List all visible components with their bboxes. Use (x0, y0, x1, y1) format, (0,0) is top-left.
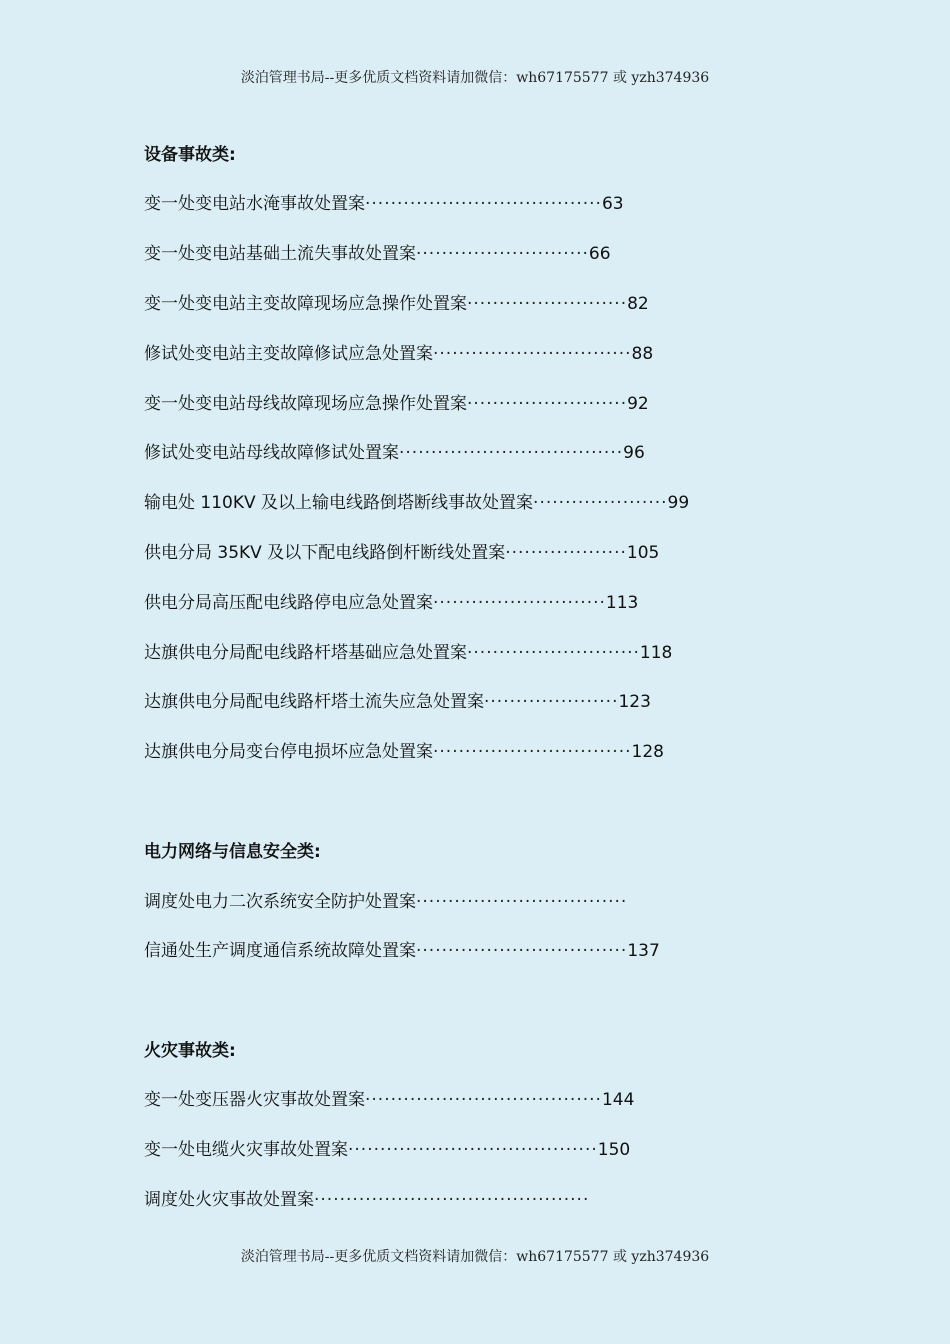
toc-page-number: 144 (601, 1090, 635, 1110)
toc-leader-dots: ··········································· (314, 1190, 590, 1210)
toc-entry[interactable] (144, 438, 645, 463)
toc-leader-dots: ······································· (348, 1140, 598, 1160)
toc-page-number: 66 (588, 244, 611, 264)
toc-leader-dots: ··························· (416, 244, 589, 264)
toc-entry[interactable] (144, 638, 672, 663)
toc-entry[interactable] (144, 737, 664, 762)
toc-title: 变一处电缆火灾事故处置案 (144, 1140, 348, 1160)
toc-leader-dots: ························· (467, 294, 628, 314)
toc-entry[interactable] (144, 1185, 589, 1210)
toc-entry[interactable] (144, 538, 659, 563)
toc-title: 达旗供电分局配电线路杆塔基础应急处置案 (144, 643, 467, 663)
toc-entry[interactable] (144, 588, 638, 613)
toc-entry[interactable] (144, 936, 660, 961)
toc-page-number: 82 (627, 294, 649, 314)
toc-page-number: 113 (605, 593, 639, 613)
toc-title: 修试处变电站母线故障修试处置案 (144, 443, 399, 463)
toc-leader-dots: ····································· (365, 194, 602, 214)
toc-page-number: 105 (626, 543, 660, 563)
toc-leader-dots: ····································· (365, 1090, 602, 1110)
toc-title: 变一处变压器火灾事故处置案 (144, 1090, 365, 1110)
section-heading: 电力网络与信息安全类: (144, 842, 321, 862)
toc-page-number: 137 (627, 941, 660, 961)
toc-entry[interactable] (144, 1135, 630, 1160)
section-heading: 火灾事故类: (144, 1041, 236, 1061)
toc-page-number: 118 (639, 643, 673, 663)
toc-title: 变一处变电站基础土流失事故处置案 (144, 244, 416, 264)
toc-entry[interactable] (144, 687, 651, 712)
toc-title: 调度处火灾事故处置案 (144, 1190, 314, 1210)
toc-title: 修试处变电站主变故障修试应急处置案 (144, 344, 433, 364)
toc-title: 达旗供电分局变台停电损坏应急处置案 (144, 742, 433, 762)
toc-page-number: 96 (623, 443, 645, 463)
toc-entry[interactable] (144, 289, 649, 314)
toc-page-number: 123 (618, 692, 651, 712)
toc-entry[interactable] (144, 488, 689, 513)
toc-entry[interactable] (144, 887, 627, 912)
page-footer: 淡泊管理书局--更多优质文档资料请加微信：wh67175577 或 yzh374936 (240, 1249, 710, 1265)
page-header: 淡泊管理书局--更多优质文档资料请加微信：wh67175577 或 yzh374936 (240, 70, 710, 86)
toc-page-number: 150 (597, 1140, 631, 1160)
section-heading: 设备事故类: (144, 145, 236, 165)
toc-title: 变一处变电站水淹事故处置案 (144, 194, 365, 214)
toc-leader-dots: ································· (416, 892, 628, 912)
toc-title: 变一处变电站母线故障现场应急操作处置案 (144, 394, 467, 414)
toc-title: 变一处变电站主变故障现场应急操作处置案 (144, 294, 467, 314)
toc-title: 供电分局 35KV 及以下配电线路倒杆断线处置案 (144, 543, 506, 563)
toc-page-number: 99 (667, 493, 690, 513)
toc-title: 信通处生产调度通信系统故障处置案 (144, 941, 416, 961)
toc-entry[interactable] (144, 1085, 634, 1110)
toc-leader-dots: ··································· (399, 443, 624, 463)
toc-page-number: 128 (631, 742, 664, 762)
toc-leader-dots: ····················· (533, 493, 668, 513)
toc-entry[interactable] (144, 389, 649, 414)
toc-leader-dots: ······························· (433, 742, 632, 762)
toc-title: 调度处电力二次系统安全防护处置案 (144, 892, 416, 912)
toc-leader-dots: ························· (467, 394, 628, 414)
toc-leader-dots: ··················· (505, 543, 627, 563)
toc-title: 供电分局高压配电线路停电应急处置案 (144, 593, 433, 613)
toc-page-number: 88 (631, 344, 654, 364)
toc-title: 达旗供电分局配电线路杆塔土流失应急处置案 (144, 692, 484, 712)
toc-leader-dots: ····················· (484, 692, 619, 712)
toc-entry[interactable] (144, 189, 624, 214)
toc-entry[interactable] (144, 239, 611, 264)
toc-page-number: 63 (601, 194, 624, 214)
toc-leader-dots: ··························· (467, 643, 640, 663)
toc-leader-dots: ································· (416, 941, 628, 961)
toc-leader-dots: ······························· (433, 344, 632, 364)
toc-page-number: 92 (627, 394, 649, 414)
toc-leader-dots: ··························· (433, 593, 606, 613)
toc-entry[interactable] (144, 339, 653, 364)
toc-title: 输电处 110KV 及以上输电线路倒塔断线事故处置案 (144, 493, 534, 513)
